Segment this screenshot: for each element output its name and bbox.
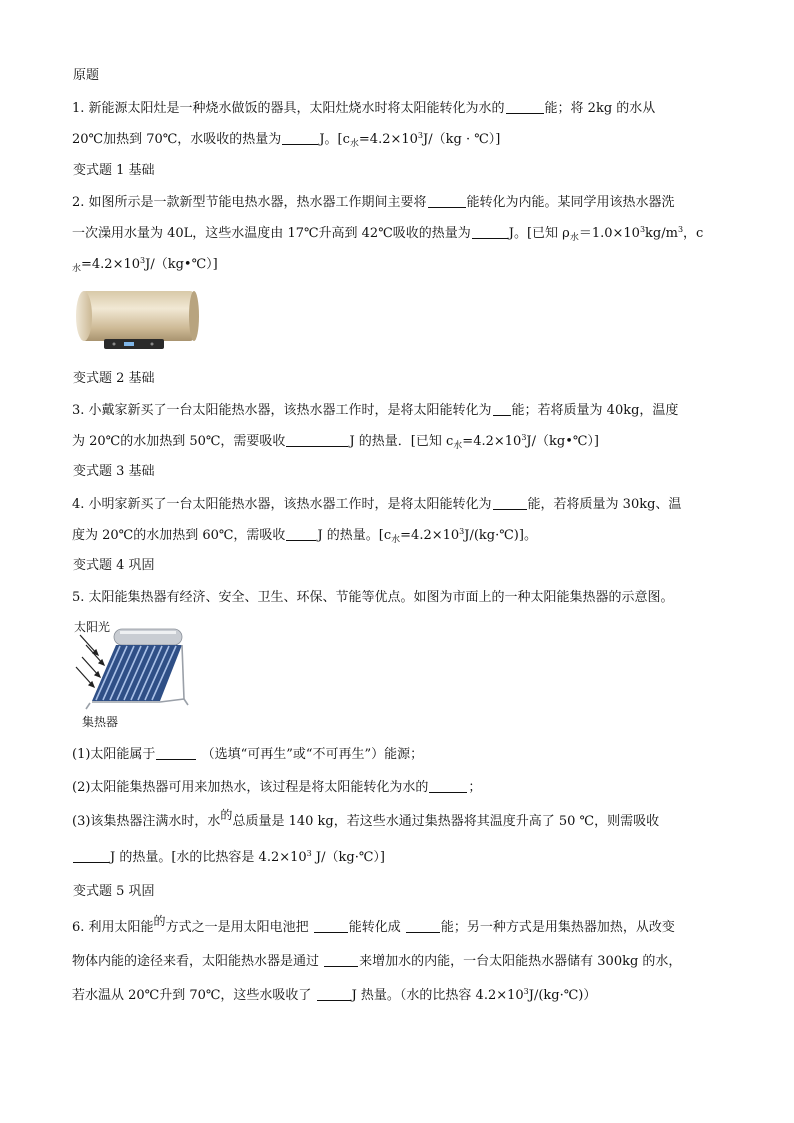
q2-line-2: 一次澡用水量为 40L，这些水温度由 17℃升高到 42℃吸收的热量为 J。[已知 $\rho_水=1.0\times 10^3kg/m^3$，c	[72, 225, 704, 243]
q3-line-2: 为 20℃的水加热到 50℃，需要吸收 J 的热量．[已知 $c_水=4.2\times 10^3J/(kg•℃)$]	[72, 433, 599, 451]
answer-blank[interactable]	[506, 99, 544, 114]
heading-variant-3: 变式题 3 基础	[73, 464, 155, 479]
answer-blank[interactable]	[314, 918, 348, 933]
answer-blank[interactable]	[429, 778, 467, 793]
answer-blank[interactable]	[73, 848, 109, 863]
q4-line-2: 度为 20℃的水加热到 60℃，需吸收 J 的热量。$[c_水=4.2\times 10^3J/(kg\cdot℃)]$。	[72, 527, 537, 545]
q2-line-3: $_水=4.2\times 10^3J/(kg•℃)$]	[72, 256, 218, 274]
q6-line-3: 若水温从 20℃升到 70℃，这些水吸收了 J 热量。（水的比热容 $4.2\times 10^3J/(kg\cdot℃)$）	[72, 987, 597, 1003]
heading-variant-2: 变式题 2 基础	[73, 371, 155, 386]
q6-line-1: 6. 利用太阳能$^的$方式之一是用太阳电池把 能转化成 能；另一种方式是用集热器加热，从改变	[72, 914, 675, 935]
answer-blank[interactable]	[406, 918, 440, 933]
q5-part-3: (3)该集热器注满水时，水$^的$总质量是 140 kg，若这些水通过集热器将其温度升高了 50 ℃，则需吸收	[72, 808, 660, 829]
heading-variant-5: 变式题 5 巩固	[73, 884, 155, 899]
q5-part-2: (2)太阳能集热器可用来加热水，该过程是将太阳能转化为水的 ；	[72, 780, 482, 795]
sunlight-label: 太阳光	[74, 620, 111, 634]
heading-variant-1: 变式题 1 基础	[73, 163, 155, 178]
q3-line-1: 3. 小戴家新买了一台太阳能热水器，该热水器工作时，是将太阳能转化为 能；若将质量为 40kg，温度	[72, 403, 679, 418]
q4-line-1: 4. 小明家新买了一台太阳能热水器，该热水器工作时，是将太阳能转化为 能，若将质量为 30kg、温	[72, 497, 682, 512]
q1-line-1: 1. 新能源太阳灶是一种烧水做饭的器具，太阳灶烧水时将太阳能转化为水的 能；将 2kg 的水从	[72, 101, 656, 116]
q2-line-1: 2. 如图所示是一款新型节能电热水器，热水器工作期间主要将 能转化为内能。某同学用该热水器洗	[72, 195, 675, 210]
answer-blank[interactable]	[286, 432, 348, 447]
answer-blank[interactable]	[428, 193, 466, 208]
q1-line-2: 20℃加热到 70℃，水吸收的热量为 J。[$c_水=4.2\times 10^3J/(kg$ · ℃）]	[72, 131, 501, 149]
heading-original: 原题	[73, 68, 100, 83]
q5-part-1: (1)太阳能属于 （选填“可再生”或“不可再生”）能源；	[72, 747, 424, 762]
answer-blank[interactable]	[493, 401, 511, 416]
q6-line-2: 物体内能的途径来看，太阳能热水器是通过 来增加水的内能，一台太阳能热水器储有 300kg 的水，	[72, 954, 682, 969]
answer-blank[interactable]	[472, 224, 508, 239]
collector-label: 集热器	[82, 715, 119, 729]
water-heater-image	[74, 287, 200, 353]
answer-blank[interactable]	[156, 745, 196, 760]
answer-blank[interactable]	[324, 952, 358, 967]
answer-blank[interactable]	[317, 986, 351, 1001]
answer-blank[interactable]	[493, 495, 527, 510]
heading-variant-4: 变式题 4 巩固	[73, 558, 155, 573]
q5-part-3-cont: J 的热量。[水的比热容是 $4.2\times 10^3$ J/（kg·℃）]	[72, 848, 385, 867]
answer-blank[interactable]	[282, 130, 318, 145]
q5-line-1: 5. 太阳能集热器有经济、安全、卫生、环保、节能等优点。如图为市面上的一种太阳能集热器的示意图。	[72, 590, 674, 605]
answer-blank[interactable]	[286, 526, 316, 541]
